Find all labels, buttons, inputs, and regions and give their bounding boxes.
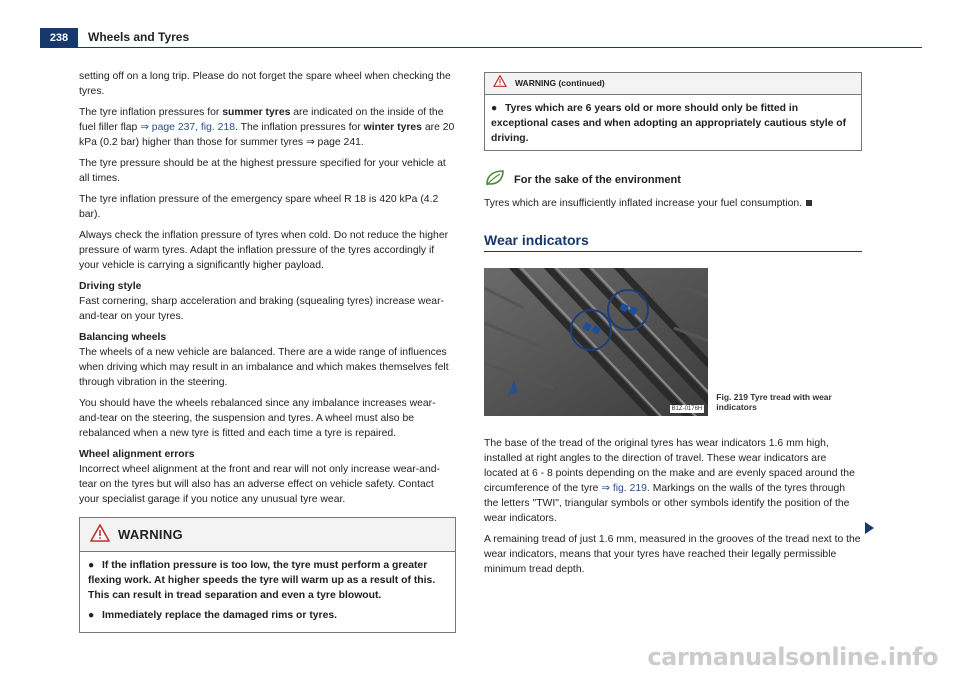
- paragraph: [79, 105, 456, 150]
- warning-triangle-icon: [493, 75, 507, 92]
- warning-continued-header: [485, 73, 861, 95]
- paragraph: The wheels of a new vehicle are balanced. There are a wide range of influences when driving which may result in an imbalance and which makes themselves felt through vibration in the steering.: [79, 347, 449, 388]
- warning-triangle-icon: [90, 524, 110, 545]
- paragraph: The tyre inflation pressure of the emergency spare wheel R 18 is 420 kPa (4.2 bar).: [79, 194, 439, 220]
- warning-item: [88, 608, 447, 623]
- text-run: Tyres which are insufficiently inflated increase your fuel consumption.: [484, 198, 803, 209]
- figure-link[interactable]: ⇒ fig. 219: [601, 483, 647, 494]
- warning-text: Tyres which are 6 years old or more should only be fitted in exceptional cases and when adopting an appropriately cautious style of driving.: [491, 103, 847, 144]
- environment-leaf-icon: [484, 169, 506, 192]
- left-column: [79, 69, 456, 633]
- environment-heading: [484, 169, 862, 192]
- paragraph: [484, 196, 862, 211]
- warning-item: [88, 558, 447, 603]
- subheading: Balancing wheels: [79, 332, 167, 343]
- paragraph: You should have the wheels rebalanced since any imbalance increases wear-and-tear on the steering, the suspension and tyres. A wheel must also be rebalanced when a new tyre is fitted and each time a tyre is repaired.: [79, 398, 436, 439]
- warning-item: [491, 101, 855, 146]
- page-number: 238: [40, 28, 78, 48]
- subheading: Driving style: [79, 281, 142, 292]
- warning-title: WARNING: [118, 527, 183, 542]
- figure-row: [484, 268, 862, 416]
- warning-text: If the inflation pressure is too low, the tyre must perform a greater flexing work. At higher speeds the tyre will warm up as a result of this. This can result in tread separation and even a tyre blowout.: [88, 560, 436, 601]
- paragraph: Incorrect wheel alignment at the front and rear will not only increase wear-and-tear on the tyres but will also has an adverse effect on vehicle safety. Contact your specialist garage if you notice any unusual tyre wear.: [79, 464, 440, 505]
- section-title: Wheels and Tyres: [88, 30, 190, 44]
- watermark: carmanualsonline.info: [647, 643, 938, 671]
- paragraph: Always check the inflation pressure of tyres when cold. Do not reduce the higher pressure of warm tyres. Adapt the inflation pressure of the tyres accordingly if your vehicle is carrying a significantly higher payload.: [79, 230, 449, 271]
- text-run: . The inflation pressures for: [235, 122, 364, 133]
- header-rule: [40, 47, 922, 48]
- right-column: [484, 72, 862, 583]
- paragraph: [484, 436, 862, 526]
- warning-continued-title: WARNING (continued): [515, 78, 605, 88]
- end-of-section-icon: [806, 200, 812, 206]
- warning-header: [80, 518, 455, 552]
- bullet: ●: [88, 560, 95, 571]
- warning-continued-body: [485, 95, 861, 150]
- text-run: summer tyres: [222, 107, 291, 118]
- paragraph: A remaining tread of just 1.6 mm, measured in the grooves of the tread next to the wear indicators, means that your tyres have reached their legally permissible minimum tread depth.: [484, 534, 861, 575]
- text-run: winter tyres: [363, 122, 422, 133]
- bullet: ●: [88, 610, 95, 621]
- text-run: The base of the tread of the original tyres has wear indicators 1.6 mm high, installed at right angles to the direction of travel. These wear indicators are located at 6 - 8 points depending on the make and are evenly spaced around the circumference of the tyre: [484, 438, 855, 494]
- tyre-tread-image: [484, 268, 708, 416]
- subheading: Wheel alignment errors: [79, 449, 195, 460]
- bullet: ●: [491, 103, 498, 114]
- wear-indicators-heading: Wear indicators: [484, 233, 862, 252]
- figure-code: B1Z-0176H: [671, 406, 703, 412]
- page-link[interactable]: ⇒ page 237, fig. 218: [140, 122, 236, 133]
- paragraph: Fast cornering, sharp acceleration and braking (squealing tyres) increase wear-and-tear on your tyres.: [79, 296, 445, 322]
- warning-continued-box: [484, 72, 862, 151]
- paragraph: The tyre pressure should be at the highest pressure specified for your vehicle at all times.: [79, 158, 446, 184]
- text-run: . Markings on the walls of the tyres through the letters "TWI", triangular symbols or other symbols identify the position of the wear indicators.: [484, 483, 850, 524]
- text-run: The tyre inflation pressures for: [79, 107, 223, 118]
- environment-title: For the sake of the environment: [514, 174, 681, 186]
- figure-caption: Fig. 219 Tyre tread with wear indicators: [716, 392, 832, 412]
- warning-box: [79, 517, 456, 633]
- warning-body: [80, 552, 455, 632]
- text-run: are 20 kPa (0.2 bar) higher than those for summer tyres ⇒ page 241.: [79, 122, 455, 148]
- warning-text: Immediately replace the damaged rims or tyres.: [102, 610, 338, 621]
- paragraph: setting off on a long trip. Please do not forget the spare wheel when checking the tyres.: [79, 71, 451, 97]
- next-page-arrow-icon[interactable]: [865, 522, 874, 534]
- text-run: are indicated on the inside of the fuel filler flap: [79, 107, 444, 133]
